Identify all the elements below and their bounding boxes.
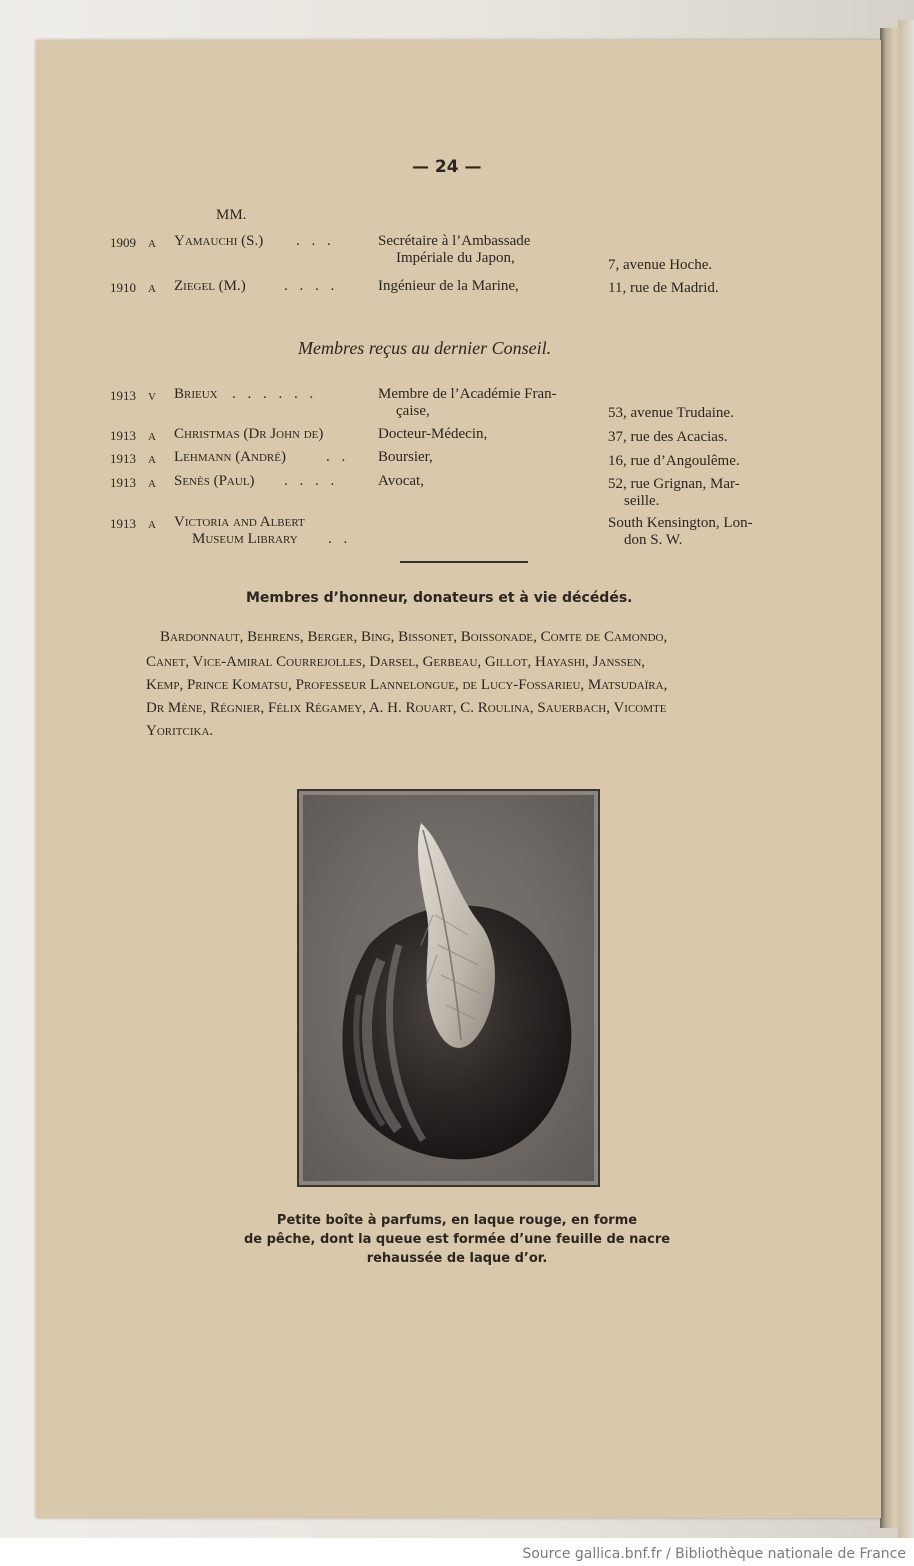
member-address: 52, rue Grignan, Mar- [608, 476, 740, 492]
member-year: 1913 [110, 451, 136, 466]
member-dots: . . . [296, 233, 335, 249]
member-occupation-cont: çaise, [396, 403, 430, 419]
member-dots: . . [326, 449, 350, 465]
member-address: South Kensington, Lon- [608, 515, 753, 531]
member-name: Brieux [174, 386, 218, 402]
member-status: A [148, 478, 156, 490]
member-occupation: Membre de l’Académie Fran- [378, 386, 557, 402]
member-status: V [148, 391, 156, 403]
deceased-line: Dr Mène, Régnier, Félix Régamey, A. H. Rouart, C. Roulina, Sauerbach, Vicomte [146, 700, 667, 716]
member-address: 53, avenue Trudaine. [608, 405, 734, 421]
member-name: Christmas (Dr John de) [174, 426, 324, 442]
source-footer: Source gallica.bnf.fr / Bibliothèque nationale de France [522, 1546, 906, 1562]
member-dots: . . . . [284, 278, 339, 294]
member-address-cont: seille. [624, 493, 660, 509]
page-spine-edge [880, 28, 900, 1528]
member-dots: . . . . . . [232, 386, 318, 402]
member-status: A [148, 519, 156, 531]
member-dots: . . [328, 531, 352, 547]
deceased-line: Bardonnaut, Behrens, Berger, Bing, Bissonet, Boissonade, Comte de Camondo, [160, 629, 668, 645]
deceased-line: Kemp, Prince Komatsu, Professeur Lannelongue, de Lucy-Fossarieu, Matsudaïra, [146, 677, 668, 693]
section-title-deceased: Membres d’honneur, donateurs et à vie décédés. [246, 590, 633, 606]
member-year: 1913 [110, 428, 136, 443]
member-status: A [148, 454, 156, 466]
section-divider [400, 561, 528, 563]
page-stack-edge [898, 20, 914, 1538]
member-occupation: Ingénieur de la Marine, [378, 278, 519, 294]
member-occupation: Boursier, [378, 449, 433, 465]
section-title-new-members: Membres reçus au dernier Conseil. [298, 338, 552, 358]
member-year: 1909 [110, 235, 136, 250]
member-name: Yamauchi (S.) [174, 233, 264, 249]
member-address: 16, rue d’Angoulême. [608, 453, 740, 469]
member-name: Ziegel (M.) [174, 278, 246, 294]
member-address: 37, rue des Acacias. [608, 429, 728, 445]
page-number: — 24 — [412, 157, 482, 177]
member-occupation: Avocat, [378, 473, 424, 489]
member-name: Senès (Paul) [174, 473, 255, 489]
photograph [303, 795, 594, 1181]
photograph-frame [297, 789, 600, 1187]
member-status: A [148, 238, 156, 250]
member-year: 1913 [110, 388, 136, 403]
caption-line: de pêche, dont la queue est formée d’une feuille de nacre [243, 1232, 671, 1247]
member-address: 7, avenue Hoche. [608, 257, 713, 273]
member-year: 1913 [110, 475, 136, 490]
member-year: 1913 [110, 516, 136, 531]
member-address: 11, rue de Madrid. [608, 280, 719, 296]
member-occupation-cont: Impériale du Japon, [396, 250, 515, 266]
member-status: A [148, 283, 156, 295]
caption-line: rehaussée de laque d’or. [366, 1251, 548, 1266]
member-name: Lehmann (André) [174, 449, 286, 465]
mm-label: MM. [216, 207, 247, 223]
peach-box-illustration [303, 795, 594, 1181]
deceased-line: Yoritcika. [146, 723, 214, 739]
member-name: Victoria and Albert [174, 514, 305, 530]
member-name-cont: Museum Library [192, 531, 298, 547]
member-occupation: Secrétaire à l’Ambassade [378, 233, 531, 249]
member-dots: . . . . [284, 473, 339, 489]
deceased-line: Canet, Vice-Amiral Courrejolles, Darsel, Gerbeau, Gillot, Hayashi, Janssen, [146, 654, 646, 670]
member-year: 1910 [110, 280, 136, 295]
member-address-cont: don S. W. [624, 532, 683, 548]
caption-line: Petite boîte à parfums, en laque rouge, en forme [276, 1213, 638, 1228]
member-status: A [148, 431, 156, 443]
member-occupation: Docteur-Médecin, [378, 426, 488, 442]
